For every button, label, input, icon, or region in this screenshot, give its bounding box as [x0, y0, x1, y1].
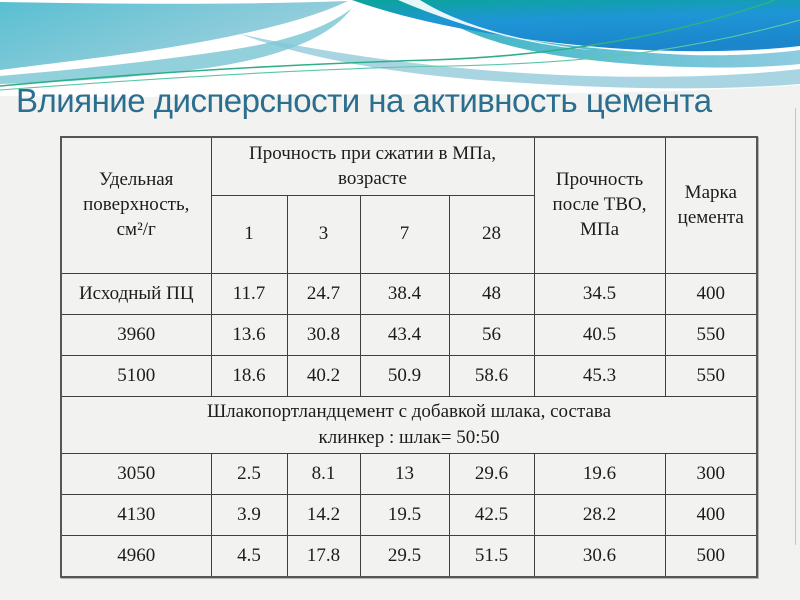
cell-value: 48: [449, 274, 534, 315]
cell-surface: 4960: [61, 536, 211, 578]
header-age-1: 1: [211, 196, 287, 274]
cell-value: 45.3: [534, 356, 665, 397]
cell-surface: 5100: [61, 356, 211, 397]
cell-value: 19.6: [534, 454, 665, 495]
table-row: [61, 495, 757, 536]
header-cement-grade: Марка цемента: [665, 137, 757, 274]
cell-value: 19.5: [360, 495, 449, 536]
cell-value: 400: [665, 495, 757, 536]
cell-value: 24.7: [287, 274, 360, 315]
cell-value: 500: [665, 536, 757, 578]
right-edge-line: [795, 108, 796, 545]
cell-value: 42.5: [449, 495, 534, 536]
slide-title: Влияние дисперсности на активность цемента: [16, 82, 712, 119]
header-specific-surface: Удельная поверхность, см²/г: [61, 137, 211, 274]
cell-value: 18.6: [211, 356, 287, 397]
cell-value: 43.4: [360, 315, 449, 356]
cell-value: 38.4: [360, 274, 449, 315]
table-row: [61, 536, 757, 578]
cell-surface: 4130: [61, 495, 211, 536]
cell-value: 51.5: [449, 536, 534, 578]
header-strength-group: Прочность при сжатии в МПа, возрасте: [211, 137, 534, 196]
cell-value: 30.8: [287, 315, 360, 356]
cell-value: 13.6: [211, 315, 287, 356]
section-divider-row: [61, 397, 757, 454]
cell-surface: Исходный ПЦ: [61, 274, 211, 315]
cell-value: 8.1: [287, 454, 360, 495]
header-age-7: 7: [360, 196, 449, 274]
cell-value: 29.5: [360, 536, 449, 578]
cell-value: 300: [665, 454, 757, 495]
cell-value: 40.2: [287, 356, 360, 397]
cell-value: 400: [665, 274, 757, 315]
cell-value: 17.8: [287, 536, 360, 578]
table-row: [61, 356, 757, 397]
section-divider-cell: [61, 397, 757, 454]
header-strength-tvo: Прочность после ТВО, МПа: [534, 137, 665, 274]
section-divider-line-1: Шлакопортландцемент с добавкой шлака, состава: [206, 401, 612, 423]
table-row: [61, 315, 757, 356]
cell-value: 4.5: [211, 536, 287, 578]
cell-value: 30.6: [534, 536, 665, 578]
cell-value: 13: [360, 454, 449, 495]
table-row: [61, 454, 757, 495]
header-age-3: 3: [287, 196, 360, 274]
table-row: [61, 274, 757, 315]
cell-value: 29.6: [449, 454, 534, 495]
cell-surface: 3960: [61, 315, 211, 356]
cell-value: 2.5: [211, 454, 287, 495]
cell-value: 3.9: [211, 495, 287, 536]
cell-value: 14.2: [287, 495, 360, 536]
cell-value: 34.5: [534, 274, 665, 315]
cell-value: 40.5: [534, 315, 665, 356]
cell-value: 50.9: [360, 356, 449, 397]
cement-dispersity-table: [60, 136, 758, 578]
cell-value: 550: [665, 356, 757, 397]
cell-surface: 3050: [61, 454, 211, 495]
cell-value: 550: [665, 315, 757, 356]
cell-value: 11.7: [211, 274, 287, 315]
header-age-28: 28: [449, 196, 534, 274]
cell-value: 56: [449, 315, 534, 356]
section-divider-line-2: клинкер : шлак= 50:50: [318, 427, 500, 448]
header-row-1: [61, 137, 757, 196]
cell-value: 58.6: [449, 356, 534, 397]
cell-value: 28.2: [534, 495, 665, 536]
